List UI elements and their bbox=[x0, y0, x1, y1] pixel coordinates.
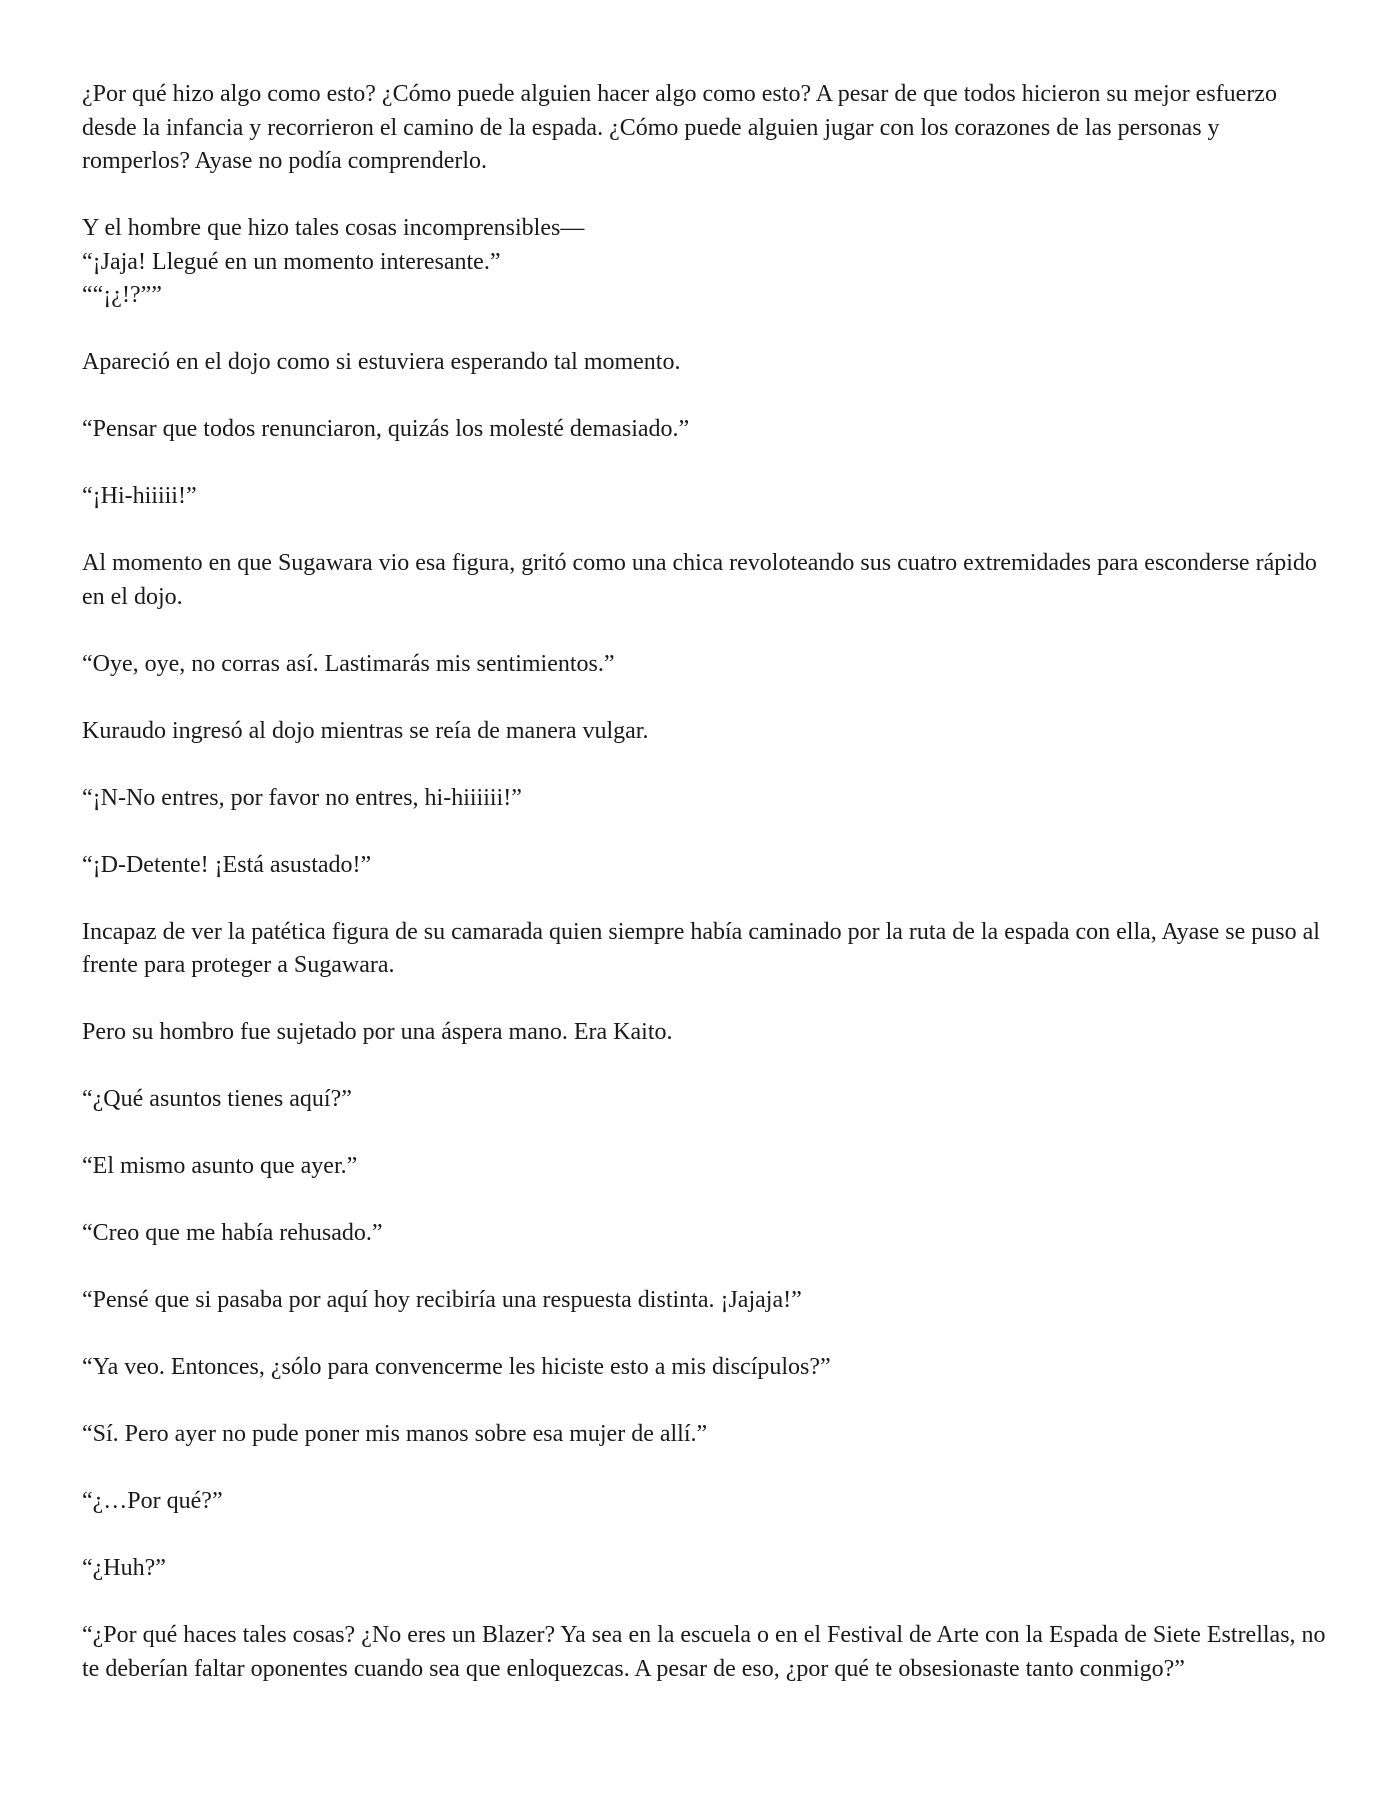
text-line: “¿Por qué haces tales cosas? ¿No eres un Blazer? Ya sea en la escuela o en el Festival de Arte con la Espada de Siete Estrellas, no te deberían faltar oponentes cuando sea que enloquezcas. A pesar de eso, ¿por qué te obsesionaste tanto conmigo?” bbox=[82, 1622, 1326, 1682]
text-line: Apareció en el dojo como si estuviera esperando tal momento. bbox=[82, 349, 681, 375]
text-line: Kuraudo ingresó al dojo mientras se reía de manera vulgar. bbox=[82, 717, 649, 744]
text-line: “¡Hi-hiiiii!” bbox=[82, 483, 197, 509]
paragraph bbox=[82, 1016, 1332, 1050]
text-line: ““¡¿!?”” bbox=[82, 282, 162, 308]
paragraph bbox=[82, 78, 1332, 179]
paragraph bbox=[82, 715, 1332, 749]
paragraph bbox=[82, 1619, 1332, 1686]
paragraph bbox=[82, 480, 1332, 514]
text-line: “Ya veo. Entonces, ¿sólo para convencerme les hiciste esto a mis discípulos?” bbox=[82, 1354, 831, 1380]
text-line: ¿Por qué hizo algo como esto? ¿Cómo puede alguien hacer algo como esto? A pesar de que todos hicieron su mejor esfuerzo desde la infancia y recorrieron el camino de la espada. ¿Cómo puede alguien jugar con los corazones de las personas y romperlos? Ayase no podía comprenderlo. bbox=[82, 81, 1277, 174]
paragraph bbox=[82, 547, 1332, 614]
text-line: “¿Huh?” bbox=[82, 1555, 166, 1581]
paragraph bbox=[82, 212, 1332, 313]
paragraph bbox=[82, 1150, 1332, 1184]
text-line: “El mismo asunto que ayer.” bbox=[82, 1153, 358, 1179]
text-line: “¡D-Detente! ¡Está asustado!” bbox=[82, 851, 372, 878]
text-line: “Oye, oye, no corras así. Lastimarás mis sentimientos.” bbox=[82, 650, 615, 677]
paragraph bbox=[82, 1351, 1332, 1385]
paragraph bbox=[82, 346, 1332, 380]
text-line: Pero su hombro fue sujetado por una áspera mano. Era Kaito. bbox=[82, 1019, 673, 1045]
paragraph bbox=[82, 1217, 1332, 1251]
text-line: “Creo que me había rehusado.” bbox=[82, 1220, 383, 1246]
text-line: “¡N-No entres, por favor no entres, hi-hiiiiii!” bbox=[82, 784, 522, 811]
text-line: “Pensé que si pasaba por aquí hoy recibiría una respuesta distinta. ¡Jajaja!” bbox=[82, 1287, 802, 1313]
paragraph bbox=[82, 916, 1332, 983]
paragraph bbox=[82, 1485, 1332, 1519]
text-line: “¿…Por qué?” bbox=[82, 1488, 223, 1514]
text-line: Y el hombre que hizo tales cosas incomprensibles— bbox=[82, 215, 585, 241]
text-line: “Pensar que todos renunciaron, quizás los molesté demasiado.” bbox=[82, 416, 690, 442]
paragraph bbox=[82, 1284, 1332, 1318]
text-line: “¿Qué asuntos tienes aquí?” bbox=[82, 1086, 352, 1112]
paragraph bbox=[82, 648, 1332, 682]
text-line: “¡Jaja! Llegué en un momento interesante.” bbox=[82, 248, 501, 275]
paragraph bbox=[82, 413, 1332, 447]
document-page bbox=[82, 78, 1332, 1720]
paragraph bbox=[82, 849, 1332, 883]
paragraph bbox=[82, 1083, 1332, 1117]
paragraph bbox=[82, 782, 1332, 816]
text-line: “Sí. Pero ayer no pude poner mis manos sobre esa mujer de allí.” bbox=[82, 1421, 708, 1447]
text-line: Incapaz de ver la patética figura de su camarada quien siempre había caminado por la ruta de la espada con ella, Ayase se puso al frente para proteger a Sugawara. bbox=[82, 918, 1320, 978]
paragraph bbox=[82, 1552, 1332, 1586]
paragraph bbox=[82, 1418, 1332, 1452]
text-line: Al momento en que Sugawara vio esa figura, gritó como una chica revoloteando sus cuatro extremidades para esconderse rápido en el dojo. bbox=[82, 550, 1317, 610]
